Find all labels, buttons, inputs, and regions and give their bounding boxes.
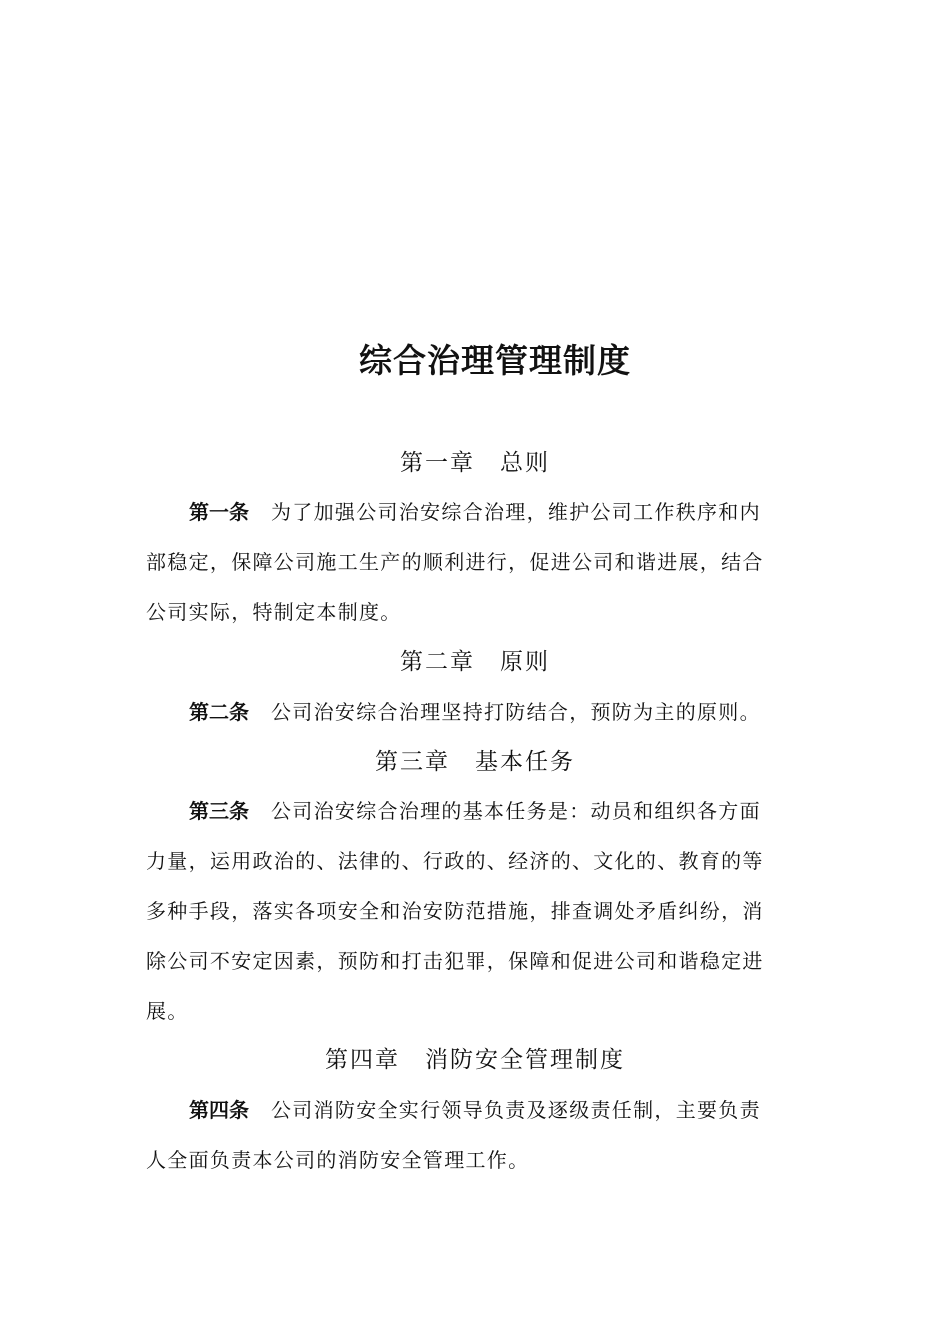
article-4-line-2: 人全面负责本公司的消防安全管理工作。 [146,1148,530,1172]
article-3-label: 第三条 [189,799,249,823]
article-1-text: 为了加强公司治安综合治理，维护公司工作秩序和内 [271,500,761,524]
article-3-line-1 [189,793,806,829]
article-3-line-2: 力量，运用政治的、法律的、行政的、经济的、文化的、教育的等 [146,849,764,873]
article-1-line-3: 公司实际，特制定本制度。 [146,600,402,624]
article-3-line-4: 除公司不安定因素，预防和打击犯罪，保障和促进公司和谐稳定进 [146,949,764,973]
article-1-line-2: 部稳定，保障公司施工生产的顺利进行，促进公司和谐进展，结合 [146,550,764,574]
chapter-4-heading: 第四章 消防安全管理制度 [325,1047,625,1073]
article-3-line-5: 展。 [146,999,189,1023]
article-3-text: 公司治安综合治理的基本任务是：动员和组织各方面 [271,799,761,823]
article-4-text: 公司消防安全实行领导负责及逐级责任制，主要负责 [271,1098,761,1122]
article-4-line-1 [189,1092,806,1128]
article-3-line-3: 多种手段，落实各项安全和治安防范措施，排查调处矛盾纠纷，消 [146,899,764,923]
document-title: 综合治理管理制度 [359,341,631,380]
chapter-3-heading: 第三章 基本任务 [375,749,575,775]
chapter-1-heading: 第一章 总则 [400,450,550,476]
chapter-2-heading: 第二章 原则 [400,649,550,675]
article-4-label: 第四条 [189,1098,249,1122]
article-2-label: 第二条 [189,700,249,724]
article-2-text: 公司治安综合治理坚持打防结合，预防为主的原则。 [271,700,761,724]
article-1-line-1 [189,494,806,530]
article-1-label: 第一条 [189,500,249,524]
article-2-line-1 [189,694,806,730]
